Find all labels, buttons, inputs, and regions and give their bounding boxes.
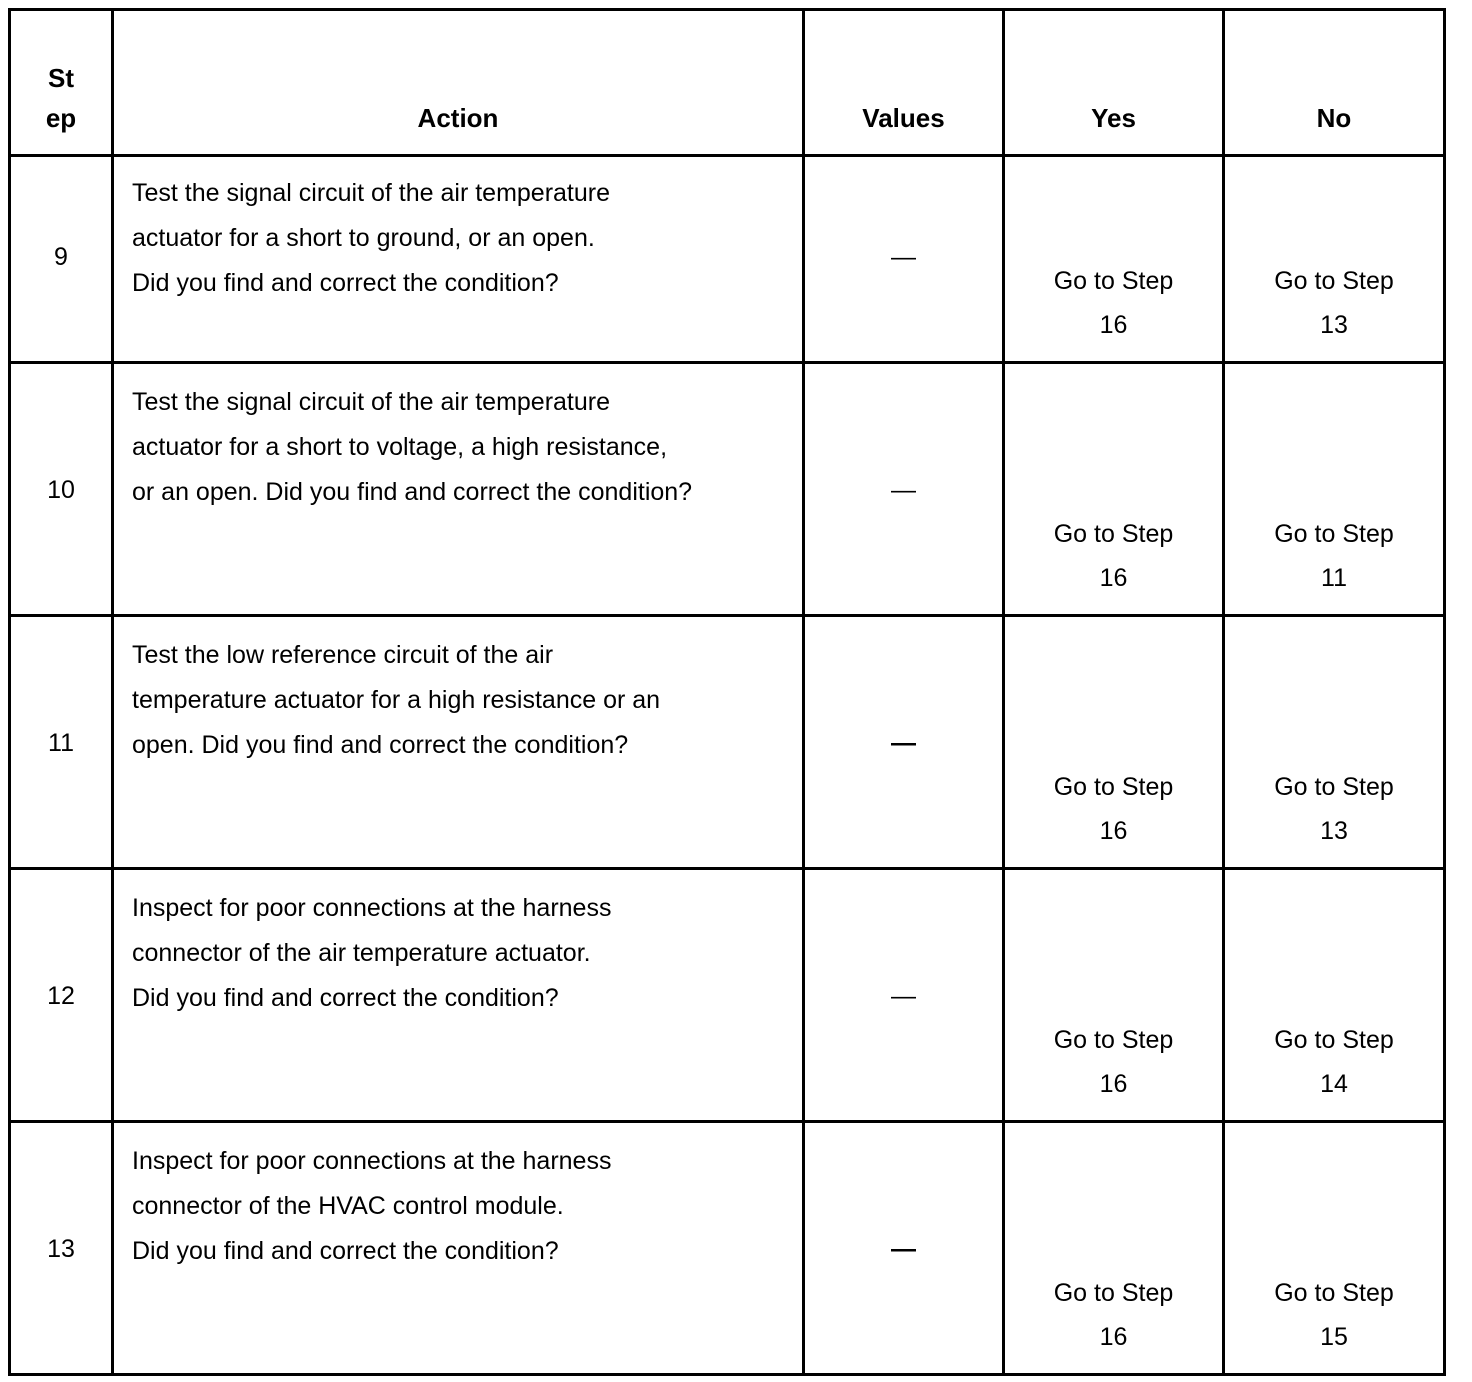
- value-text: —: [891, 1235, 916, 1263]
- header-yes: [1004, 10, 1224, 156]
- no-goto-label: Go to Step: [1274, 773, 1394, 801]
- table-row: [10, 869, 1445, 1122]
- action-cell: [113, 156, 804, 363]
- header-action-label: Action: [417, 103, 499, 133]
- action-text: Test the low reference circuit of the air temperature actuator for a high resistance or an open. Did you find and correct the condition?: [132, 641, 661, 759]
- step-number: 13: [47, 1235, 75, 1263]
- step-number: 9: [54, 243, 68, 271]
- step-cell: [10, 616, 113, 869]
- yes-cell: [1004, 363, 1224, 616]
- no-cell: [1224, 616, 1445, 869]
- no-goto-label: Go to Step: [1274, 520, 1394, 548]
- table-row: [10, 156, 1445, 363]
- step-number: 11: [48, 729, 74, 757]
- no-goto-step: 11: [1321, 564, 1347, 592]
- step-cell: [10, 363, 113, 616]
- step-number: 12: [47, 982, 75, 1010]
- table-row: [10, 1122, 1445, 1375]
- no-goto-step: 14: [1320, 1070, 1348, 1098]
- yes-goto-step: 16: [1099, 817, 1128, 845]
- header-values: [804, 10, 1004, 156]
- value-text: —: [891, 243, 916, 271]
- yes-goto-label: Go to Step: [1053, 773, 1174, 801]
- step-cell: [10, 869, 113, 1122]
- header-step-label: St ep: [45, 63, 77, 133]
- table-row: [10, 616, 1445, 869]
- diagnostic-table: [8, 8, 1446, 1376]
- values-cell: [804, 869, 1004, 1122]
- no-goto-label: Go to Step: [1274, 1279, 1394, 1307]
- no-cell: [1224, 156, 1445, 363]
- header-values-label: Values: [862, 103, 945, 133]
- header-action: [113, 10, 804, 156]
- action-text: Inspect for poor connections at the harness connector of the HVAC control module. Did you find and correct the condition?: [132, 1147, 612, 1265]
- no-cell: [1224, 869, 1445, 1122]
- step-number: 10: [47, 476, 75, 504]
- value-text: —: [891, 476, 916, 504]
- yes-goto-step: 16: [1099, 564, 1128, 592]
- values-cell: [804, 1122, 1004, 1375]
- no-goto-step: 13: [1320, 311, 1348, 339]
- yes-goto-label: Go to Step: [1053, 1279, 1174, 1307]
- yes-goto-label: Go to Step: [1053, 267, 1174, 295]
- no-goto-label: Go to Step: [1274, 267, 1394, 295]
- value-text: —: [891, 982, 916, 1010]
- yes-cell: [1004, 156, 1224, 363]
- header-row: [10, 10, 1445, 156]
- yes-cell: [1004, 1122, 1224, 1375]
- yes-cell: [1004, 616, 1224, 869]
- action-text: Test the signal circuit of the air temperature actuator for a short to ground, or an open. Did you find and correct the condition?: [132, 179, 611, 297]
- header-no: [1224, 10, 1445, 156]
- step-cell: [10, 1122, 113, 1375]
- values-cell: [804, 156, 1004, 363]
- value-text: —: [891, 729, 916, 757]
- header-no-label: No: [1316, 103, 1352, 133]
- yes-goto-step: 16: [1099, 1323, 1128, 1351]
- header-step: [10, 10, 113, 156]
- yes-goto-step: 16: [1099, 1070, 1128, 1098]
- yes-cell: [1004, 869, 1224, 1122]
- values-cell: [804, 363, 1004, 616]
- yes-goto-label: Go to Step: [1053, 1026, 1174, 1054]
- action-text: Inspect for poor connections at the harness connector of the air temperature actuator. Did you find and correct the condition?: [132, 894, 612, 1012]
- action-cell: [113, 869, 804, 1122]
- yes-goto-step: 16: [1099, 311, 1128, 339]
- action-text: Test the signal circuit of the air temperature actuator for a short to voltage, a high resistance, or an open. Did you find and correct the condition?: [132, 388, 693, 506]
- no-cell: [1224, 1122, 1445, 1375]
- step-cell: [10, 156, 113, 363]
- yes-goto-label: Go to Step: [1053, 520, 1174, 548]
- action-cell: [113, 616, 804, 869]
- values-cell: [804, 616, 1004, 869]
- action-cell: [113, 1122, 804, 1375]
- no-goto-step: 15: [1320, 1323, 1348, 1351]
- header-yes-label: Yes: [1091, 103, 1136, 133]
- action-cell: [113, 363, 804, 616]
- no-goto-step: 13: [1320, 817, 1348, 845]
- table-row: [10, 363, 1445, 616]
- no-cell: [1224, 363, 1445, 616]
- no-goto-label: Go to Step: [1274, 1026, 1394, 1054]
